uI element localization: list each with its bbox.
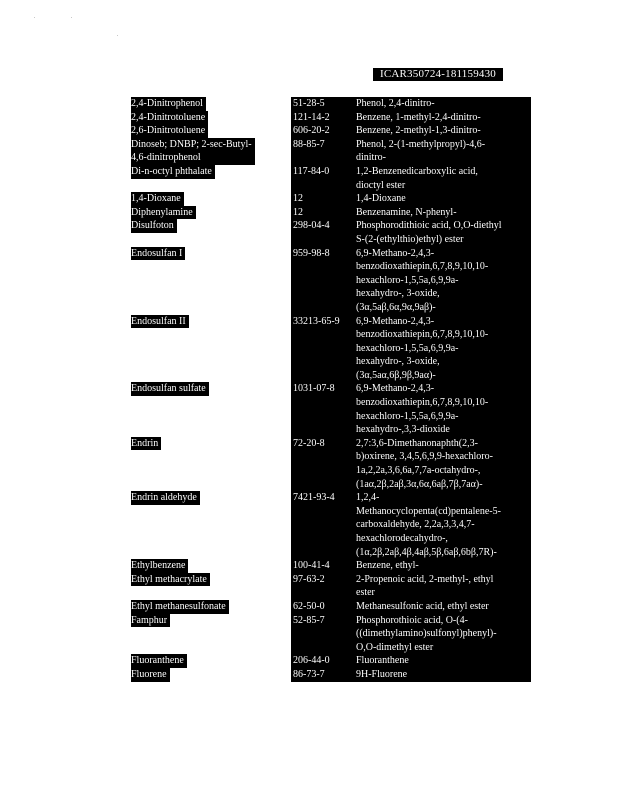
cas-number: 52-85-7: [293, 614, 325, 626]
constituent-name: Endrin aldehyde: [131, 491, 200, 505]
table-row: [0, 315, 618, 383]
constituent-name: Fluoranthene: [131, 654, 187, 668]
chemical-abstracts-name: 2-Propenoic acid, 2-methyl-, ethyl ester: [356, 573, 494, 599]
table-row: [0, 654, 618, 668]
table-row: [0, 573, 618, 600]
constituent-name: Endosulfan I: [131, 247, 185, 261]
constituent-name: 2,4-Dinitrotoluene: [131, 111, 208, 125]
row-detail: [291, 138, 531, 165]
row-detail: [291, 491, 531, 559]
chemical-abstracts-name: 6,9-Methano-2,4,3- benzodioxathiepin,6,7,8,9,10,10- hexachloro-1,5,5a,6,9,9a- hexahydro-,3,3-dioxide: [356, 383, 489, 436]
row-detail: [291, 124, 531, 138]
chemical-abstracts-name: 1,2-Benzenedicarboxylic acid, dioctyl ester: [356, 165, 478, 191]
chemical-abstracts-name: Benzene, 1-methyl-2,4-dinitro-: [356, 111, 481, 123]
row-detail: [291, 668, 531, 682]
cas-number: 959-98-8: [293, 247, 330, 259]
cas-number: 12: [293, 206, 303, 218]
constituent-name: Endrin: [131, 437, 161, 451]
table-row: [0, 206, 618, 220]
chemical-abstracts-name: Phenol, 2-(1-methylpropyl)-4,6- dinitro-: [356, 138, 486, 164]
scan-speck: [71, 17, 72, 18]
chemical-abstracts-name: Phenol, 2,4-dinitro-: [356, 98, 435, 109]
chemical-abstracts-name: 2,7:3,6-Dimethanonaphth(2,3- b)oxirene, 3,4,5,6,9,9-hexachloro- 1a,2,2a,3,6,6a,7,7a-octahydro-, (1aα,2β,2aβ,3α,6α,6aβ,7β,7aα)-: [356, 437, 493, 490]
chemical-abstracts-name: Benzene, 2-methyl-1,3-dinitro-: [356, 125, 481, 137]
table-row: [0, 668, 618, 682]
table-row: [0, 491, 618, 559]
cas-number: 33213-65-9: [293, 315, 340, 327]
cas-number: 51-28-5: [293, 98, 325, 109]
chemical-abstracts-name: Fluoranthene: [356, 655, 409, 667]
table-row: [0, 382, 618, 436]
constituent-name: Ethyl methacrylate: [131, 573, 210, 587]
chemical-abstracts-name: 6,9-Methano-2,4,3- benzodioxathiepin,6,7,8,9,10,10- hexachloro-1,5,5a,6,9,9a- hexahydro-, 3-oxide, (3α,5aβ,6α,9α,9aβ)-: [356, 247, 489, 313]
chemical-abstracts-name: Phosphorodithioic acid, O,O-diethyl S-(2-(ethylthio)ethyl) ester: [356, 220, 502, 245]
scan-speck: [117, 35, 118, 36]
cas-number: 7421-93-4: [293, 492, 335, 504]
table-row: [0, 124, 618, 138]
chemical-abstracts-name: 9H-Fluorene: [356, 668, 408, 680]
table-row: [0, 97, 618, 111]
table-row: [0, 165, 618, 192]
constituent-name: Disulfoton: [131, 219, 177, 233]
table-row: [0, 111, 618, 125]
constituent-name: Endosulfan sulfate: [131, 382, 209, 396]
chemical-abstracts-name: Benzene, ethyl-: [356, 560, 419, 572]
row-detail: [291, 165, 531, 192]
row-detail: [291, 573, 531, 600]
row-detail: [291, 247, 531, 315]
cas-number: 86-73-7: [293, 668, 325, 680]
cas-number: 206-44-0: [293, 655, 330, 667]
row-detail: [291, 614, 531, 655]
scan-speck: [34, 17, 35, 18]
document-id: ICAR350724-181159430: [373, 68, 503, 81]
row-detail: [291, 206, 531, 220]
cas-number: 121-14-2: [293, 111, 330, 123]
constituent-name: Diphenylamine: [131, 206, 196, 220]
cas-number: 100-41-4: [293, 560, 330, 572]
hazardous-constituents-table: [0, 97, 618, 682]
row-detail: [291, 600, 531, 614]
row-detail: [291, 382, 531, 436]
chemical-abstracts-name: Phosphorothioic acid, O-(4- ((dimethylamino)sulfonyl)phenyl)- O,O-dimethyl ester: [356, 614, 497, 653]
constituent-name: Fluorene: [131, 668, 170, 682]
chemical-abstracts-name: Benzenamine, N-phenyl-: [356, 206, 457, 218]
constituent-name: 2,4-Dinitrophenol: [131, 97, 206, 111]
cas-number: 88-85-7: [293, 138, 325, 150]
constituent-name: Di-n-octyl phthalate: [131, 165, 215, 179]
table-row: [0, 437, 618, 491]
cas-number: 62-50-0: [293, 600, 325, 612]
table-row: [0, 600, 618, 614]
table-row: [0, 247, 618, 315]
constituent-name: Endosulfan II: [131, 315, 189, 329]
constituent-name: Ethyl methanesulfonate: [131, 600, 229, 614]
table-row: [0, 559, 618, 573]
chemical-abstracts-name: 6,9-Methano-2,4,3- benzodioxathiepin,6,7,8,9,10,10- hexachloro-1,5,5a,6,9,9a- hexahydro-, 3-oxide, (3α,5aα,6β,9β,9aα)-: [356, 315, 489, 381]
table-row: [0, 138, 618, 165]
cas-number: 97-63-2: [293, 573, 325, 585]
row-detail: [291, 559, 531, 573]
cas-number: 72-20-8: [293, 437, 325, 449]
row-detail: [291, 654, 531, 668]
row-detail: [291, 192, 531, 206]
constituent-name: 2,6-Dinitrotoluene: [131, 124, 208, 138]
cas-number: 117-84-0: [293, 165, 330, 177]
table-row: [0, 614, 618, 655]
chemical-abstracts-name: 1,4-Dioxane: [356, 193, 406, 205]
chemical-abstracts-name: Methanesulfonic acid, ethyl ester: [356, 600, 489, 612]
cas-number: 1031-07-8: [293, 383, 335, 395]
constituent-name: Famphur: [131, 614, 170, 628]
row-detail: [291, 111, 531, 125]
constituent-name: Dinoseb; DNBP; 2-sec-Butyl- 4,6-dinitrophenol: [131, 138, 255, 165]
row-detail: [291, 97, 531, 111]
row-detail: [291, 437, 531, 491]
constituent-name: 1,4-Dioxane: [131, 192, 184, 206]
cas-number: 606-20-2: [293, 125, 330, 137]
cas-number: 298-04-4: [293, 220, 330, 232]
cas-number: 12: [293, 193, 303, 205]
chemical-abstracts-name: 1,2,4- Methanocyclopenta(cd)pentalene-5- carboxaldehyde, 2,2a,3,3,4,7- hexachlorodecahydro-, (1α,2β,2aβ,4β,4aβ,5β,6aβ,6bβ,7R)-: [356, 492, 501, 558]
constituent-name: Ethylbenzene: [131, 559, 188, 573]
row-detail: [291, 315, 531, 383]
table-row: [0, 192, 618, 206]
table-row: [0, 219, 618, 246]
row-detail: [291, 219, 531, 246]
